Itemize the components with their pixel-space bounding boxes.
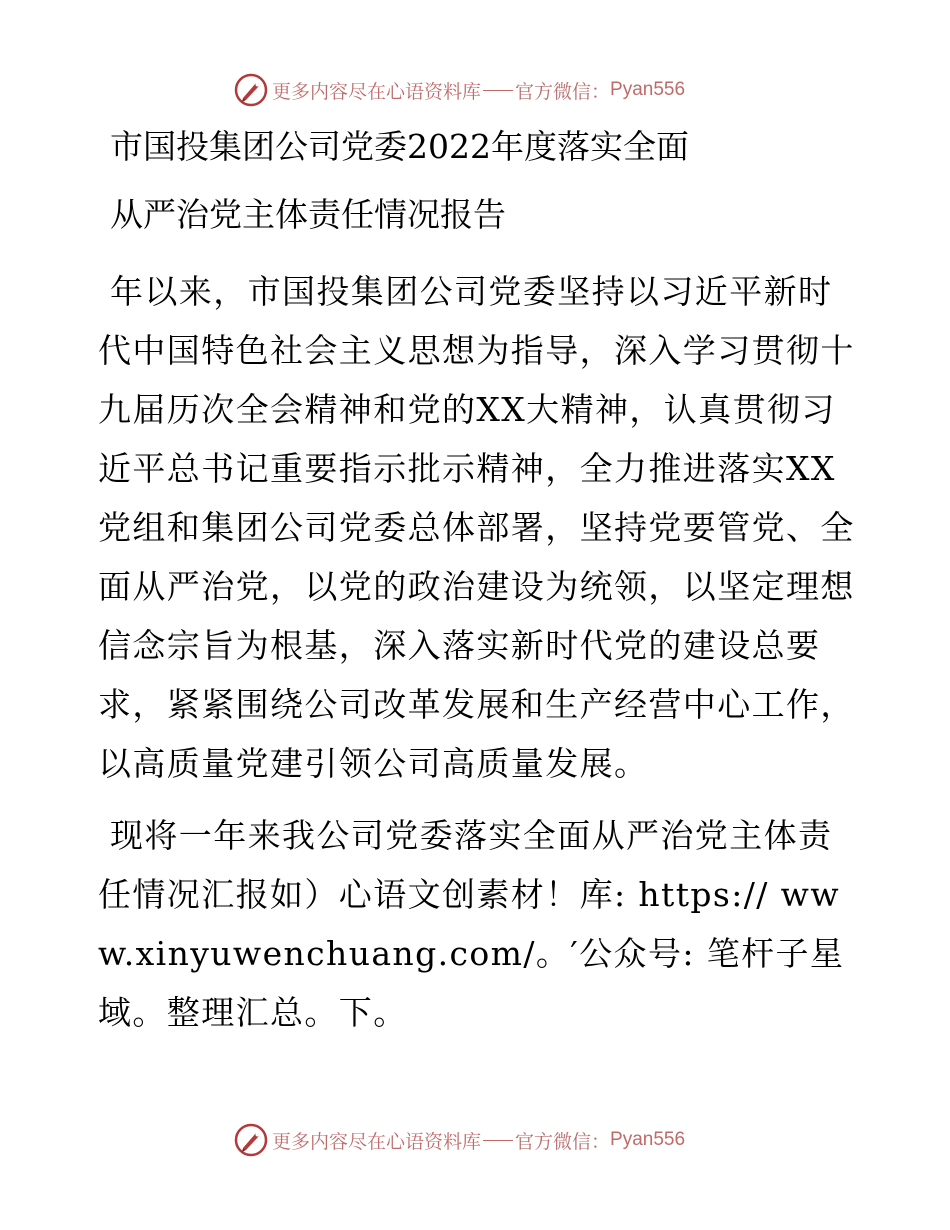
document-title-line-2: 从严治党主体责任情况报告	[110, 195, 506, 234]
pen-logo-icon	[234, 73, 268, 107]
watermark-footer	[234, 1122, 685, 1158]
document-body	[98, 120, 858, 1042]
watermark-text: 更多内容尽在心语资料库	[272, 80, 482, 103]
watermark-dash	[483, 90, 513, 91]
paragraph-1: 年以来，市国投集团公司党委坚持以习近平新时代中国特色社会主义思想为指导，深入学习贯彻十九届历次全会精神和党的XX大精神，认真贯彻习近平总书记重要指示批示精神，全力推进落实XX党组和集团公司党委总体部署，坚持党要管党、全面从严治党，以党的政治建设为统领，以坚定理想信念宗旨为根基，深入落实新时代党的建设总要求，紧紧围绕公司改革发展和生产经营中心工作，以高质量党建引领公司高质量发展。	[98, 272, 855, 783]
document-title-line-1: 市国投集团公司党委2022年度落实全面	[110, 127, 689, 166]
watermark-id: Pyan556	[610, 1129, 686, 1150]
watermark-text: 更多内容尽在心语资料库	[272, 1130, 482, 1153]
watermark-header	[234, 72, 685, 108]
paragraph-2: 现将一年来我公司党委落实全面从严治党主体责任情况汇报如）心语文创素材！库: https:// www.xinyuwenchuang.com/。′公众号: 笔杆子星域。整理汇总。下。	[98, 816, 845, 1032]
watermark-id: Pyan556	[610, 79, 686, 100]
watermark-label: 官方微信：	[515, 1130, 611, 1153]
watermark-label: 官方微信：	[515, 80, 611, 103]
watermark-dash	[483, 1140, 513, 1141]
pen-logo-icon	[234, 1123, 268, 1157]
